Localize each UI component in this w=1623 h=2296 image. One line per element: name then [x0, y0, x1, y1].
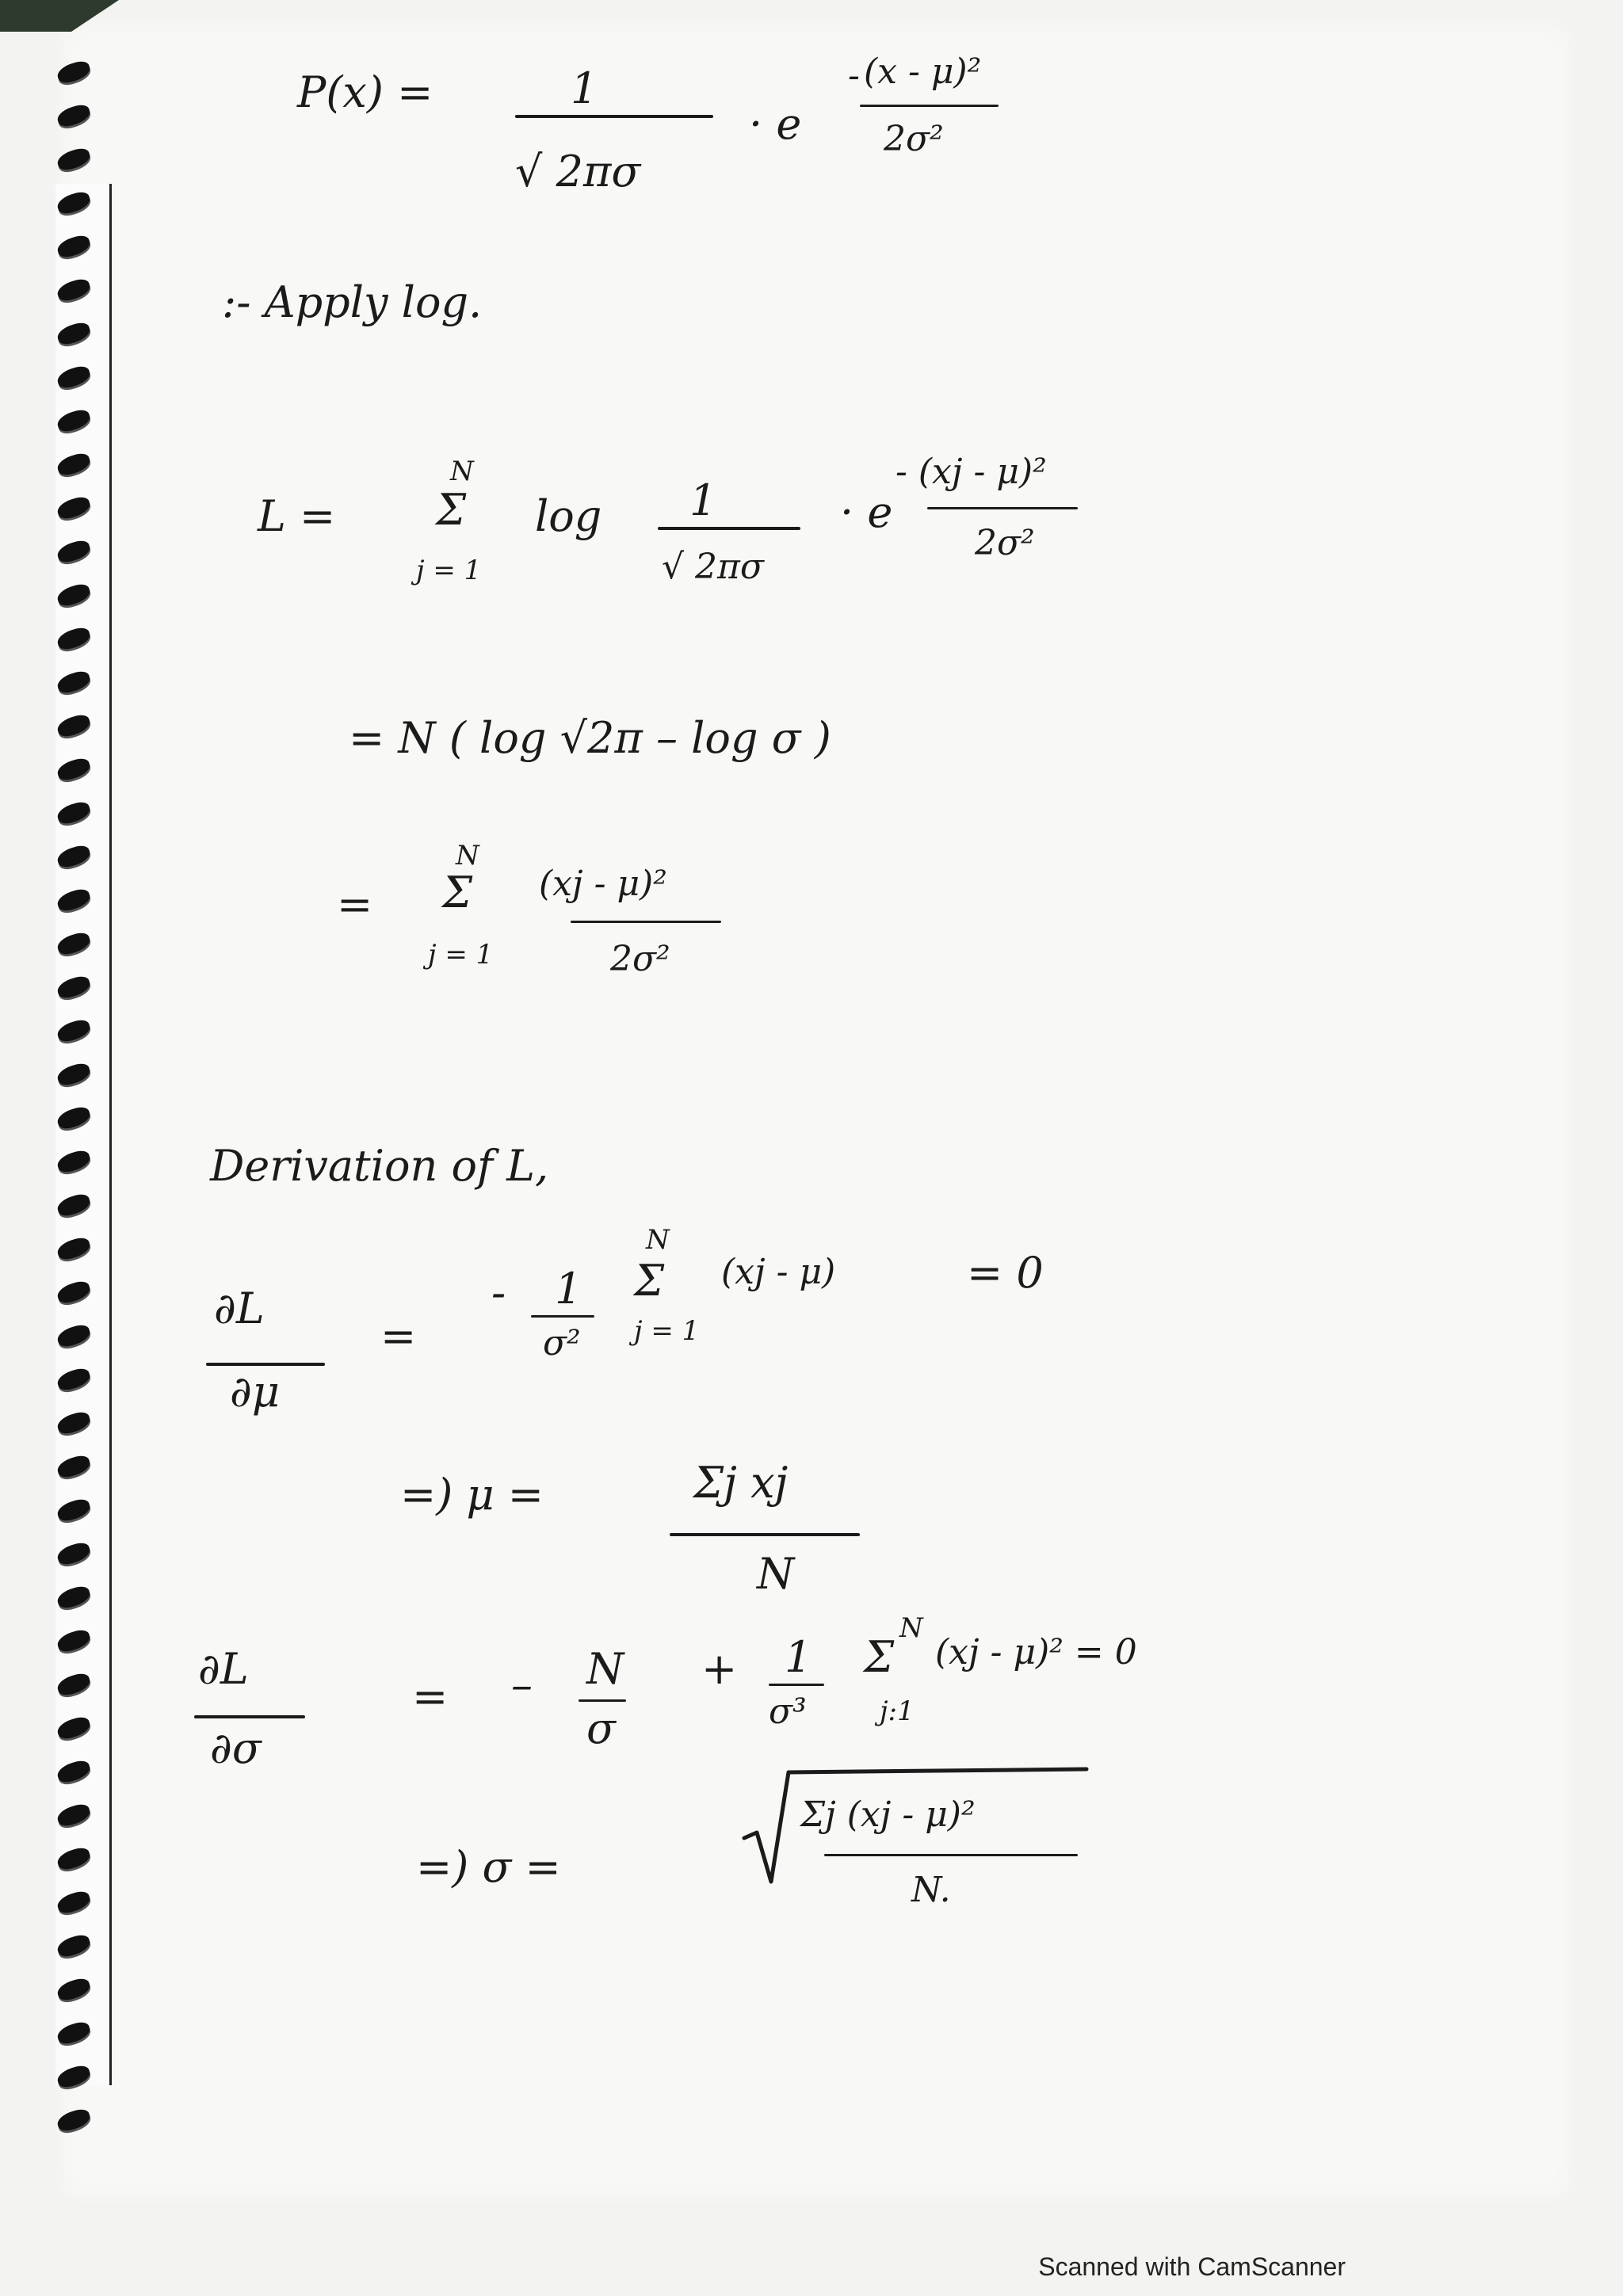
spiral-ring — [55, 146, 93, 173]
dmu-zero: = 0 — [967, 1248, 1044, 1298]
spiral-ring — [55, 930, 93, 957]
spiral-ring — [55, 1497, 93, 1524]
spiral-binding — [49, 63, 113, 2171]
sig-result-bar — [824, 1854, 1078, 1856]
spiral-ring — [55, 233, 93, 260]
dmu-denominator: ∂μ — [230, 1367, 281, 1417]
dsig-frac1-bar — [579, 1699, 626, 1702]
derivation-heading: Derivation of L, — [210, 1141, 549, 1191]
dsig-frac2-denominator: σ³ — [769, 1691, 807, 1732]
dmu-frac-numerator: 1 — [555, 1264, 582, 1314]
px-numerator: 1 — [571, 63, 598, 113]
spiral-ring — [55, 451, 93, 478]
line3-bar — [571, 921, 721, 923]
sig-result-denominator: N. — [911, 1870, 951, 1910]
scanner-watermark: Scanned with CamScanner — [1038, 2252, 1346, 2281]
spiral-ring — [55, 1192, 93, 1219]
l-frac-bar — [658, 527, 800, 530]
spiral-ring — [55, 2019, 93, 2046]
l-exp-bar — [927, 507, 1078, 509]
spiral-ring — [55, 887, 93, 913]
line2-text: = N ( log √2π – log σ ) — [349, 713, 831, 763]
spiral-ring — [55, 1845, 93, 1872]
mu-result-bar — [670, 1533, 860, 1536]
mu-result-numerator: Σj xj — [693, 1458, 789, 1508]
l-exp-denominator: 2σ² — [975, 523, 1035, 563]
dsig-minus: – — [511, 1660, 533, 1710]
spiral-ring — [55, 2063, 93, 2090]
spiral-ring — [55, 1584, 93, 1611]
spiral-ring — [55, 756, 93, 783]
dmu-frac-bar — [531, 1315, 594, 1318]
dmu-term: (xj - μ) — [721, 1252, 836, 1292]
spiral-ring — [55, 1017, 93, 1044]
spiral-ring — [55, 1061, 93, 1088]
line3-sum-sign: Σ — [442, 868, 473, 917]
dsig-frac1-denominator: σ — [586, 1703, 616, 1753]
spiral-ring — [55, 320, 93, 347]
spiral-ring — [55, 582, 93, 608]
dsig-frac2-bar — [769, 1684, 824, 1686]
px-label: P(x) = — [297, 67, 433, 117]
spiral-ring — [55, 1627, 93, 1654]
spiral-ring — [55, 843, 93, 870]
dmu-numerator: ∂L — [214, 1283, 265, 1333]
spiral-ring — [55, 102, 93, 129]
px-exp-bar — [860, 105, 999, 107]
dsig-eq: = — [412, 1672, 449, 1722]
spiral-ring — [55, 59, 93, 86]
dmu-frac-denominator: σ² — [543, 1323, 581, 1363]
spiral-ring — [55, 1366, 93, 1393]
l-exp-base: · e — [840, 487, 893, 537]
spiral-ring — [55, 1453, 93, 1480]
mu-result-denominator: N — [757, 1549, 795, 1599]
dsig-sum-sign: Σ — [864, 1632, 895, 1682]
spiral-ring — [55, 1714, 93, 1741]
line3-sum-bottom: j = 1 — [428, 939, 494, 971]
mu-result-lhs: =) μ = — [400, 1470, 544, 1520]
apply-log-text: :- Apply log. — [222, 277, 483, 327]
spiral-ring — [55, 669, 93, 696]
spiral-ring — [55, 1540, 93, 1567]
spiral-ring — [55, 189, 93, 216]
dsig-term: (xj - μ)² = 0 — [935, 1632, 1137, 1672]
spiral-ring — [55, 538, 93, 565]
dsig-numerator: ∂L — [198, 1644, 249, 1694]
spiral-ring — [55, 364, 93, 391]
px-fraction-bar — [515, 115, 713, 118]
line3-numerator: (xj - μ)² — [539, 864, 667, 904]
l-exp-numerator: - (xj - μ)² — [896, 452, 1047, 492]
sig-result-numerator: Σj (xj - μ)² — [800, 1794, 976, 1835]
spiral-ring — [55, 974, 93, 1001]
spiral-ring — [55, 1104, 93, 1131]
line3-sum-top: N — [456, 840, 479, 871]
px-denominator: √ 2πσ — [515, 147, 641, 196]
dsig-plus: + — [701, 1644, 738, 1694]
dsig-bar — [194, 1715, 305, 1718]
dsig-sum-bottom: j:1 — [880, 1695, 915, 1727]
dsig-sum-top: N — [899, 1612, 923, 1644]
spiral-ring — [55, 799, 93, 826]
spiral-ring — [55, 1148, 93, 1175]
spiral-ring — [55, 1889, 93, 1916]
dsig-frac1-numerator: N — [586, 1644, 624, 1694]
spiral-ring — [55, 277, 93, 303]
dmu-sum-sign: Σ — [634, 1256, 665, 1306]
l-sum-bottom: j = 1 — [416, 555, 482, 586]
line3-eq: = — [337, 879, 373, 929]
px-exp-numerator: (x - μ)² — [864, 51, 982, 92]
px-exp-base: · e — [749, 99, 802, 149]
spiral-ring — [55, 1802, 93, 1829]
l-frac-denominator: √ 2πσ — [662, 547, 764, 587]
l-label: L = — [258, 491, 336, 541]
dsig-frac2-numerator: 1 — [785, 1632, 812, 1682]
dmu-sum-top: N — [646, 1224, 670, 1256]
l-frac-numerator: 1 — [689, 475, 717, 525]
dmu-sum-bottom: j = 1 — [634, 1315, 700, 1347]
line3-denominator: 2σ² — [610, 939, 670, 979]
l-sum-sign: Σ — [436, 485, 467, 535]
spiral-ring — [55, 712, 93, 739]
spiral-ring — [55, 494, 93, 521]
spiral-ring — [55, 1932, 93, 1959]
px-exp-denominator: 2σ² — [884, 119, 944, 159]
spiral-ring — [55, 1409, 93, 1436]
sig-result-lhs: =) σ = — [416, 1842, 561, 1892]
l-log: log — [535, 491, 602, 541]
px-exp-minus: - — [848, 55, 860, 96]
spiral-ring — [55, 407, 93, 434]
spiral-ring — [55, 1758, 93, 1785]
spiral-ring — [55, 1235, 93, 1262]
l-sum-top: N — [450, 456, 474, 487]
dmu-bar — [206, 1363, 325, 1366]
dmu-minus: - — [491, 1268, 506, 1318]
spiral-ring — [55, 1671, 93, 1698]
spiral-ring — [55, 1976, 93, 2003]
spiral-ring — [55, 1279, 93, 1306]
spiral-ring — [55, 625, 93, 652]
dsig-denominator: ∂σ — [210, 1723, 262, 1773]
spiral-ring — [55, 2107, 93, 2134]
spiral-ring — [55, 1322, 93, 1349]
dmu-eq: = — [380, 1311, 417, 1361]
